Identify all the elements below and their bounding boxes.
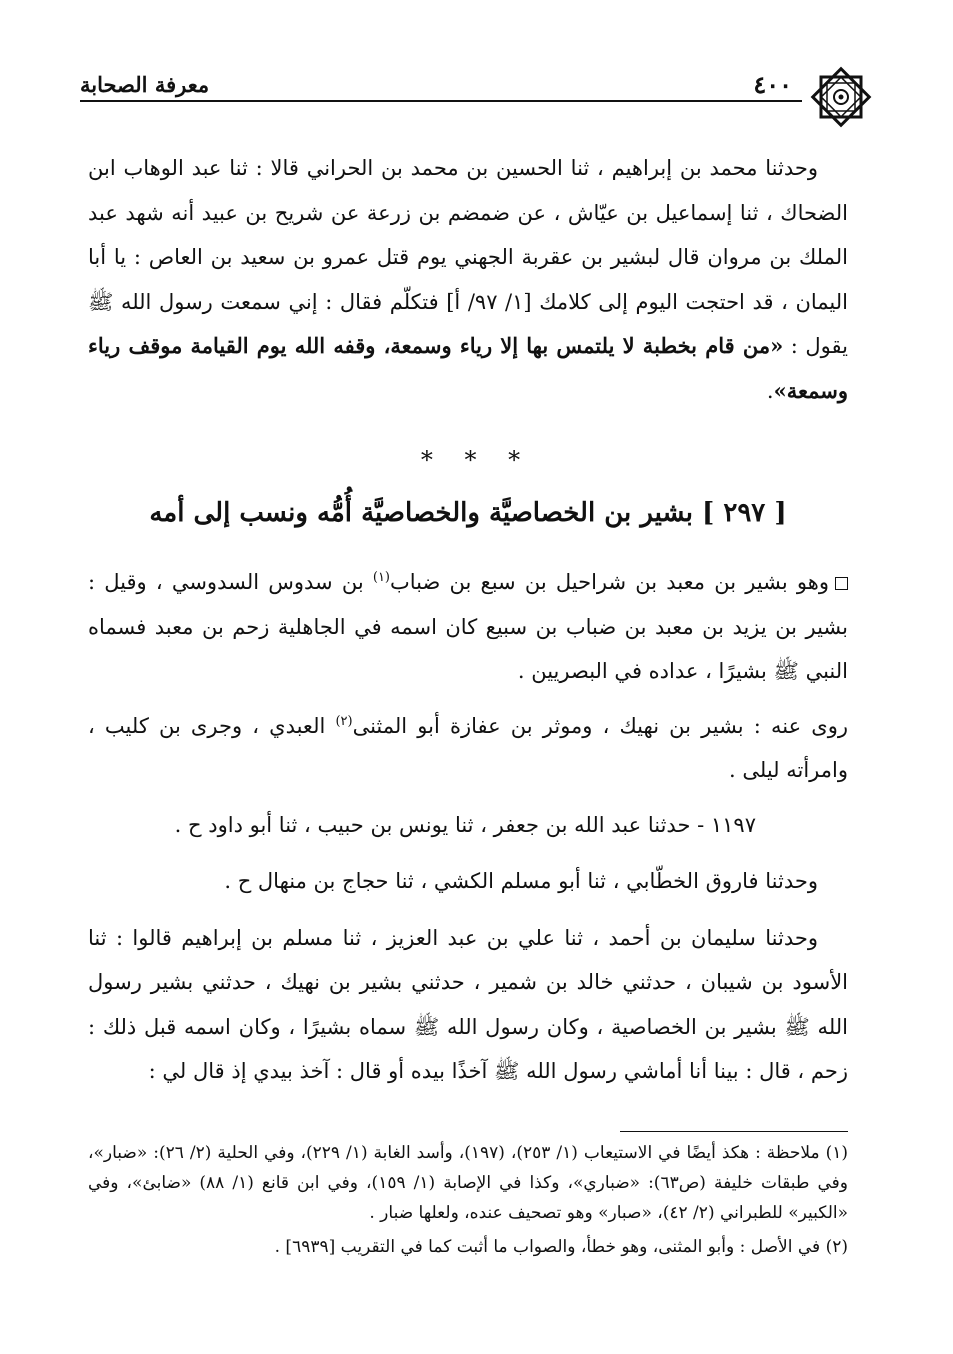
- narration-end: .: [766, 378, 774, 403]
- narration-text: وحدثنا محمد بن إبراهيم ، ثنا الحسين بن محمد بن الحراني قالا : ثنا عبد الوهاب ابن الضحاك ، ثنا إسماعيل بن عيّاش ، عن ضمضم بن زرعة عن شريح بن عبيد أنه شهد عبد الملك بن مروان قال لبشير بن عقربة الجهني يوم قتل عمرو بن سعيد بن العاص : يا أبا اليمان ، قد احتجت اليوم إلى كلامك [١/ ٩٧/ أ] فتكلّم فقال : إني سمعت رسول الله ﷺ يقول :: [88, 156, 848, 358]
- page-number: ٤٠٠: [753, 70, 792, 99]
- chain-paragraph: وحدثنا فاروق الخطّابي ، ثنا أبو مسلم الكشي ، ثنا حجاج بن منهال ح .: [224, 869, 818, 893]
- lineage-text: وهو بشير بن معبد بن شراحيل بن سبع بن ضباب: [390, 570, 829, 594]
- chain-paragraph-long: وحدثنا سليمان بن أحمد ، ثنا علي بن عبد العزيز ، ثنا مسلم بن إبراهيم قالوا : ثنا الأسود بن شيبان ، حدثني خالد بن شمير ، حدثني بشير بن نهيك ، حدثني بشير رسول الله ﷺ بشير بن الخصاصية ، وكان رسول الله ﷺ سماه بشيرًا ، وكان اسمه قبل ذلك : زحم ، قال : بينا أنا أماشي رسول الله ﷺ آخذًا بيده أو قال : آخذ بيدي إذ قال لي :: [88, 925, 848, 1083]
- narration-paragraph: [88, 146, 848, 413]
- running-title: معرفة الصحابة: [80, 72, 210, 97]
- header-rule: [80, 100, 802, 102]
- footnotes: [88, 1138, 848, 1262]
- narrators-paragraph: [88, 704, 848, 793]
- narrators-text: روى عنه : بشير بن نهيك ، وموثر بن عفازة أبو المثنى: [352, 713, 848, 738]
- entry-heading: [ ٢٩٧ ] بشير بن الخصاصيَّة والخصاصيَّة أُمُّه ونسب إلى أمه: [149, 498, 787, 528]
- lineage-text-cont: بن سدوس السدوسي ، وقيل : بشير بن يزيد بن معبد بن ضباب بن سبيع كان اسمه في الجاهلية زحم بن معبد فسماه النبي ﷺ بشيرًا ، عداده في البصريين .: [88, 570, 848, 683]
- eight-point-star-ornament-icon: [810, 66, 872, 128]
- footnote-ref-1[interactable]: (١): [372, 570, 390, 585]
- square-marker-icon: [835, 577, 848, 590]
- entry-body: [88, 560, 848, 1094]
- footnote-rule: [620, 1131, 848, 1132]
- footnote-2: (٢) في الأصل : وأبو المثنى، وهو خطأ، والصواب ما أثبت كما في التقريب [٦٩٣٩] .: [274, 1237, 848, 1257]
- footnote-1: (١) ملاحظة : هكذ أيضًا في الاستيعاب (١/ ٢٥٣)، (١٩٧)، وأسد الغابة (١/ ٢٢٩)، وفي الحلية (٢/ ٢٦): «ضبار»، وفي طبقات خليفة (ص٦٣): «ضباري»، وكذا في الإصابة (١/ ١٥٩)، وفي ابن قانع (١/ ٨٨) «ضابئ»، وفي «الكبير» للطبراني (٢/ ٤٢)، «صبار» وهو تصحيف عنده، ولعلها ضبار .: [88, 1143, 848, 1223]
- footnote-ref-2[interactable]: (٢): [335, 713, 353, 729]
- hadith-number-paragraph: ١١٩٧ - حدثنا عبد الله بن جعفر ، ثنا يونس بن حبيب ، ثنا أبو داود ح .: [174, 812, 756, 837]
- entry-lineage-paragraph: [88, 560, 848, 694]
- hadith-quote: «من قام بخطبة لا يلتمس بها إلا رياء وسمعة، وقفه الله يوم القيامة موقف رياء وسمعة»: [88, 333, 848, 403]
- narrators-text-cont: العبدي ، وجرى بن كليب ، وامرأته ليلى .: [88, 713, 848, 782]
- narration-block: [88, 146, 848, 413]
- section-separator-stars: * * *: [420, 446, 533, 474]
- page-header: [80, 66, 872, 126]
